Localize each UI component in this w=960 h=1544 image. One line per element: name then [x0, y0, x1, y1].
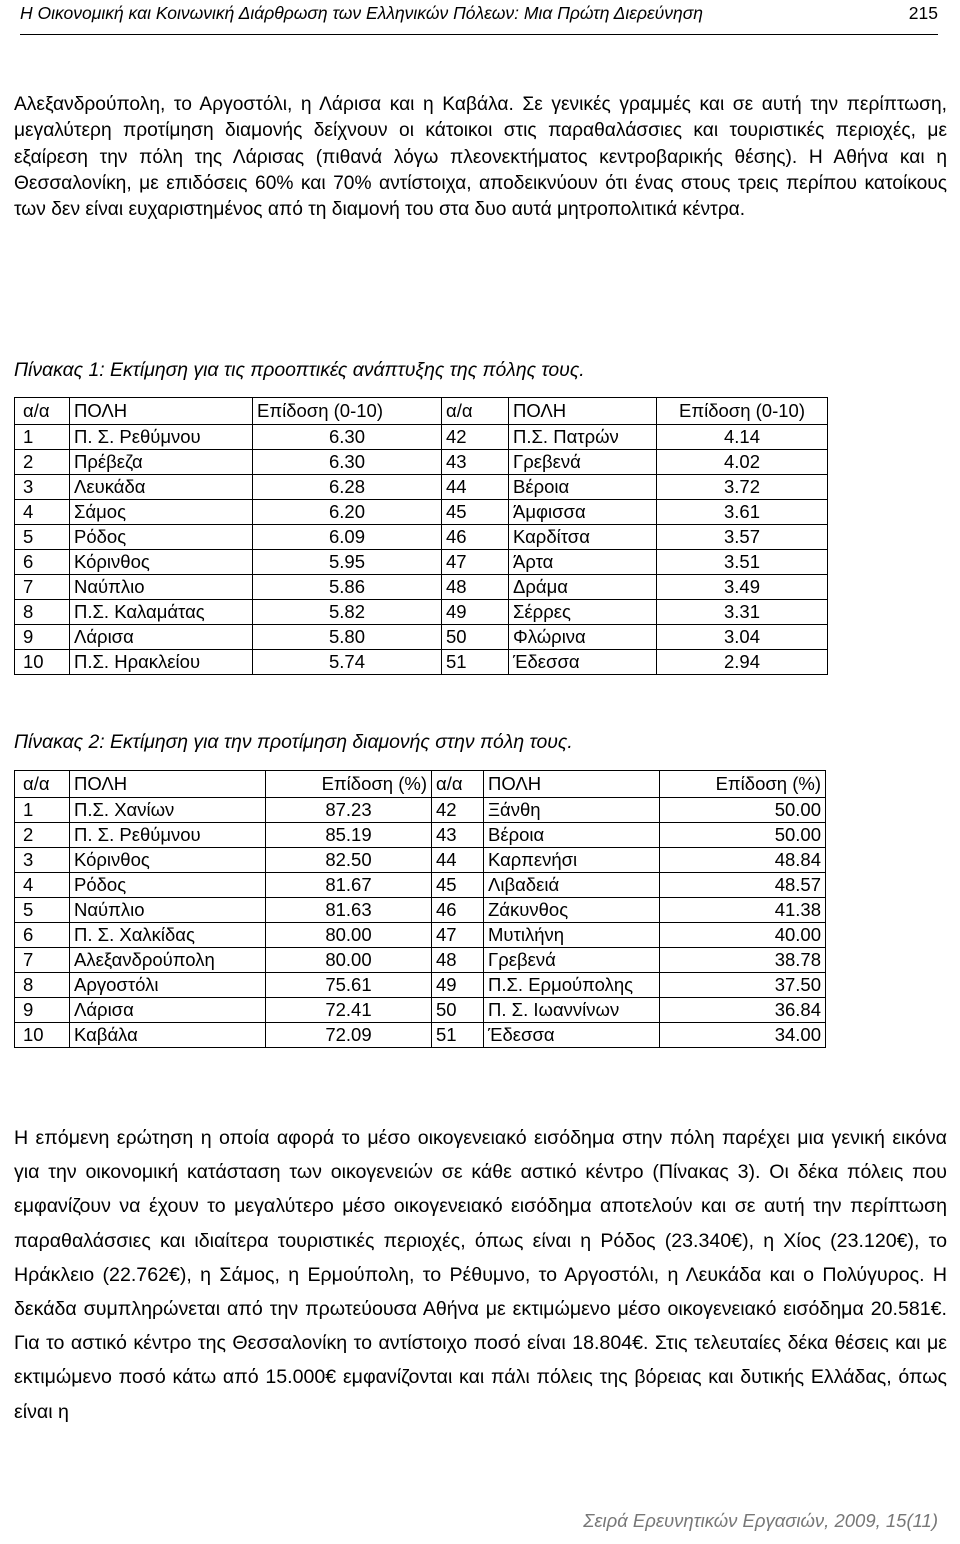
- cell-city-name: Π. Σ. Χαλκίδας: [70, 923, 266, 948]
- column-header: Επίδοση (0-10): [253, 398, 442, 425]
- cell-row-index: 49: [432, 973, 484, 998]
- cell-row-index: 10: [15, 1023, 70, 1048]
- cell-city-name: Κόρινθος: [70, 550, 253, 575]
- cell-score: 6.30: [253, 450, 442, 475]
- cell-city-name: Π. Σ. Ιωαννίνων: [484, 998, 660, 1023]
- cell-score: 4.02: [657, 450, 828, 475]
- cell-city-name: Π.Σ. Πατρών: [509, 425, 657, 450]
- cell-city-name: Δράμα: [509, 575, 657, 600]
- series-footer: Σειρά Ερευνητικών Εργασιών, 2009, 15(11): [583, 1510, 938, 1531]
- cell-city-name: Καβάλα: [70, 1023, 266, 1048]
- cell-score: 6.20: [253, 500, 442, 525]
- column-header: Επίδοση (0-10): [657, 398, 828, 425]
- column-header: ΠΟΛΗ: [70, 771, 266, 798]
- cell-score: 48.84: [660, 848, 826, 873]
- cell-row-index: 7: [15, 575, 70, 600]
- cell-score: 72.09: [266, 1023, 432, 1048]
- cell-score: 40.00: [660, 923, 826, 948]
- cell-city-name: Έδεσσα: [509, 650, 657, 675]
- cell-row-index: 50: [442, 625, 509, 650]
- column-header: α/α: [432, 771, 484, 798]
- running-header-title: Η Οικονομική και Κοινωνική Διάρθρωση των Ελληνικών Πόλεων: Μια Πρώτη Διερεύνηση: [20, 3, 704, 23]
- cell-city-name: Σάμος: [70, 500, 253, 525]
- cell-row-index: 1: [15, 798, 70, 823]
- column-header: α/α: [442, 398, 509, 425]
- table-row: [15, 650, 828, 675]
- cell-row-index: 45: [442, 500, 509, 525]
- cell-row-index: 7: [15, 948, 70, 973]
- column-header: α/α: [15, 398, 70, 425]
- table-1-body: [15, 425, 828, 675]
- cell-score: 72.41: [266, 998, 432, 1023]
- cell-city-name: Ρόδος: [70, 525, 253, 550]
- cell-city-name: Καρδίτσα: [509, 525, 657, 550]
- cell-row-index: 4: [15, 500, 70, 525]
- table-row: [15, 475, 828, 500]
- cell-score: 80.00: [266, 923, 432, 948]
- cell-city-name: Γρεβενά: [484, 948, 660, 973]
- table-header-row: [15, 398, 828, 425]
- cell-city-name: Λευκάδα: [70, 475, 253, 500]
- cell-score: 6.09: [253, 525, 442, 550]
- cell-row-index: 46: [432, 898, 484, 923]
- table-row: [15, 575, 828, 600]
- table-row: [15, 898, 826, 923]
- table-row: [15, 798, 826, 823]
- table-row: [15, 450, 828, 475]
- cell-city-name: Π.Σ. Ερμούπολης: [484, 973, 660, 998]
- cell-row-index: 46: [442, 525, 509, 550]
- cell-city-name: Ζάκυνθος: [484, 898, 660, 923]
- cell-row-index: 5: [15, 898, 70, 923]
- cell-row-index: 44: [442, 475, 509, 500]
- cell-row-index: 2: [15, 823, 70, 848]
- cell-row-index: 1: [15, 425, 70, 450]
- table-1-header: [15, 398, 828, 425]
- cell-row-index: 8: [15, 600, 70, 625]
- page-number: 215: [908, 3, 938, 23]
- cell-score: 6.30: [253, 425, 442, 450]
- column-header: α/α: [15, 771, 70, 798]
- table-header-row: [15, 771, 826, 798]
- cell-city-name: Σέρρες: [509, 600, 657, 625]
- cell-city-name: Φλώρινα: [509, 625, 657, 650]
- cell-city-name: Αργοστόλι: [70, 973, 266, 998]
- table-row: [15, 600, 828, 625]
- table-row: [15, 998, 826, 1023]
- cell-score: 6.28: [253, 475, 442, 500]
- table-row: [15, 823, 826, 848]
- cell-score: 80.00: [266, 948, 432, 973]
- cell-city-name: Π.Σ. Καλαμάτας: [70, 600, 253, 625]
- cell-score: 82.50: [266, 848, 432, 873]
- cell-city-name: Λάρισα: [70, 998, 266, 1023]
- cell-score: 41.38: [660, 898, 826, 923]
- cell-city-name: Βέροια: [509, 475, 657, 500]
- cell-row-index: 6: [15, 923, 70, 948]
- cell-city-name: Κόρινθος: [70, 848, 266, 873]
- cell-score: 34.00: [660, 1023, 826, 1048]
- table-1-caption: Πίνακας 1: Εκτίμηση για τις προοπτικές ανάπτυξης της πόλης τους.: [14, 359, 585, 381]
- cell-score: 3.51: [657, 550, 828, 575]
- table-row: [15, 923, 826, 948]
- cell-row-index: 42: [442, 425, 509, 450]
- table-1: [14, 397, 828, 675]
- cell-city-name: Λιβαδειά: [484, 873, 660, 898]
- cell-row-index: 47: [442, 550, 509, 575]
- cell-city-name: Ξάνθη: [484, 798, 660, 823]
- cell-score: 4.14: [657, 425, 828, 450]
- cell-row-index: 48: [432, 948, 484, 973]
- cell-row-index: 43: [432, 823, 484, 848]
- cell-row-index: 3: [15, 848, 70, 873]
- cell-city-name: Πρέβεζα: [70, 450, 253, 475]
- cell-row-index: 9: [15, 625, 70, 650]
- cell-score: 5.95: [253, 550, 442, 575]
- cell-city-name: Π.Σ. Χανίων: [70, 798, 266, 823]
- cell-city-name: Έδεσσα: [484, 1023, 660, 1048]
- cell-city-name: Ναύπλιο: [70, 575, 253, 600]
- cell-row-index: 45: [432, 873, 484, 898]
- table-row: [15, 500, 828, 525]
- cell-city-name: Ναύπλιο: [70, 898, 266, 923]
- column-header: ΠΟΛΗ: [70, 398, 253, 425]
- cell-score: 5.80: [253, 625, 442, 650]
- column-header: ΠΟΛΗ: [509, 398, 657, 425]
- cell-score: 37.50: [660, 973, 826, 998]
- table-row: [15, 1023, 826, 1048]
- cell-score: 50.00: [660, 798, 826, 823]
- cell-row-index: 48: [442, 575, 509, 600]
- cell-row-index: 5: [15, 525, 70, 550]
- table-2: [14, 770, 826, 1048]
- cell-score: 5.74: [253, 650, 442, 675]
- table-2-caption: Πίνακας 2: Εκτίμηση για την προτίμηση διαμονής στην πόλη τους.: [14, 731, 573, 753]
- cell-score: 5.86: [253, 575, 442, 600]
- table-row: [15, 625, 828, 650]
- cell-row-index: 50: [432, 998, 484, 1023]
- table-2-body: [15, 798, 826, 1048]
- cell-row-index: 8: [15, 973, 70, 998]
- column-header: Επίδοση (%): [660, 771, 826, 798]
- cell-row-index: 43: [442, 450, 509, 475]
- cell-row-index: 6: [15, 550, 70, 575]
- table-row: [15, 948, 826, 973]
- cell-row-index: 47: [432, 923, 484, 948]
- cell-city-name: Καρπενήσι: [484, 848, 660, 873]
- table-row: [15, 848, 826, 873]
- cell-row-index: 51: [442, 650, 509, 675]
- cell-city-name: Αλεξανδρούπολη: [70, 948, 266, 973]
- cell-score: 38.78: [660, 948, 826, 973]
- cell-row-index: 51: [432, 1023, 484, 1048]
- cell-score: 81.63: [266, 898, 432, 923]
- cell-score: 81.67: [266, 873, 432, 898]
- cell-row-index: 3: [15, 475, 70, 500]
- cell-city-name: Άρτα: [509, 550, 657, 575]
- cell-row-index: 9: [15, 998, 70, 1023]
- cell-city-name: Π. Σ. Ρεθύμνου: [70, 823, 266, 848]
- table-row: [15, 525, 828, 550]
- cell-score: 3.04: [657, 625, 828, 650]
- column-header: ΠΟΛΗ: [484, 771, 660, 798]
- cell-score: 85.19: [266, 823, 432, 848]
- paragraph-1: Αλεξανδρούπολη, το Αργοστόλι, η Λάρισα και η Καβάλα. Σε γενικές γραμμές και σε αυτή την περίπτωση, μεγαλύτερη προτίμηση διαμονής δείχνουν οι κάτοικοι στις παραθαλάσσιες και τουριστικές περιοχές, με εξαίρεση την πόλη της Λάρισας (πιθανά λόγω πλεονεκτήματος κεντροβαρικής θέσης). Η Αθήνα και η Θεσσαλονίκη, με επιδόσεις 60% και 70% αντίστοιχα, αποδεικνύουν ότι ένας στους τρεις περίπου κατοίκους των δεν είναι ευχαριστημένος από τη διαμονή του στα δυο αυτά μητροπολιτικά κέντρα.: [14, 94, 947, 221]
- table-row: [15, 873, 826, 898]
- cell-score: 3.72: [657, 475, 828, 500]
- cell-city-name: Π.Σ. Ηρακλείου: [70, 650, 253, 675]
- table-2-header: [15, 771, 826, 798]
- cell-city-name: Άμφισσα: [509, 500, 657, 525]
- cell-score: 3.61: [657, 500, 828, 525]
- cell-score: 75.61: [266, 973, 432, 998]
- cell-row-index: 49: [442, 600, 509, 625]
- cell-score: 3.57: [657, 525, 828, 550]
- cell-score: 48.57: [660, 873, 826, 898]
- cell-score: 50.00: [660, 823, 826, 848]
- cell-score: 87.23: [266, 798, 432, 823]
- cell-row-index: 44: [432, 848, 484, 873]
- column-header: Επίδοση (%): [266, 771, 432, 798]
- cell-city-name: Γρεβενά: [509, 450, 657, 475]
- running-header: [20, 0, 938, 35]
- table-row: [15, 550, 828, 575]
- table-row: [15, 973, 826, 998]
- cell-row-index: 42: [432, 798, 484, 823]
- cell-city-name: Λάρισα: [70, 625, 253, 650]
- cell-score: 3.49: [657, 575, 828, 600]
- cell-score: 5.82: [253, 600, 442, 625]
- cell-score: 36.84: [660, 998, 826, 1023]
- cell-row-index: 4: [15, 873, 70, 898]
- table-row: [15, 425, 828, 450]
- cell-city-name: Π. Σ. Ρεθύμνου: [70, 425, 253, 450]
- cell-city-name: Ρόδος: [70, 873, 266, 898]
- cell-row-index: 10: [15, 650, 70, 675]
- paragraph-2: Η επόμενη ερώτηση η οποία αφορά το μέσο οικογενειακό εισόδημα στην πόλη παρέχει μια γενική εικόνα για την οικονομική κατάσταση των οικογενειών σε κάθε αστικό κέντρο (Πίνακας 3). Οι δέκα πόλεις που εμφανίζουν να έχουν το μεγαλύτερο μέσο οικογενειακό εισόδημα αποτελούν και σε αυτή την περίπτωση παραθαλάσσιες και ιδιαίτερα τουριστικές περιοχές, όπως είναι η Ρόδος (23.340€), η Χίος (23.120€), το Ηράκλειο (22.762€), η Σάμος, η Ερμούπολη, το Ρέθυμνο, το Αργοστόλι, η Λευκάδα και ο Πολύγυρος. Η δεκάδα συμπληρώνεται από την πρωτεύουσα Αθήνα με εκτιμώμενο μέσο οικογενειακό εισόδημα 20.581€. Για το αστικό κέντρο της Θεσσαλονίκη το αντίστοιχο ποσό είναι 18.804€. Στις τελευταίες δέκα θέσεις και με εκτιμώμενο ποσό κάτω από 15.000€ εμφανίζονται και πάλι πόλεις της βόρειας και δυτικής Ελλάδας, όπως είναι η: [14, 1127, 947, 1423]
- cell-row-index: 2: [15, 450, 70, 475]
- cell-city-name: Μυτιλήνη: [484, 923, 660, 948]
- cell-score: 2.94: [657, 650, 828, 675]
- cell-city-name: Βέροια: [484, 823, 660, 848]
- cell-score: 3.31: [657, 600, 828, 625]
